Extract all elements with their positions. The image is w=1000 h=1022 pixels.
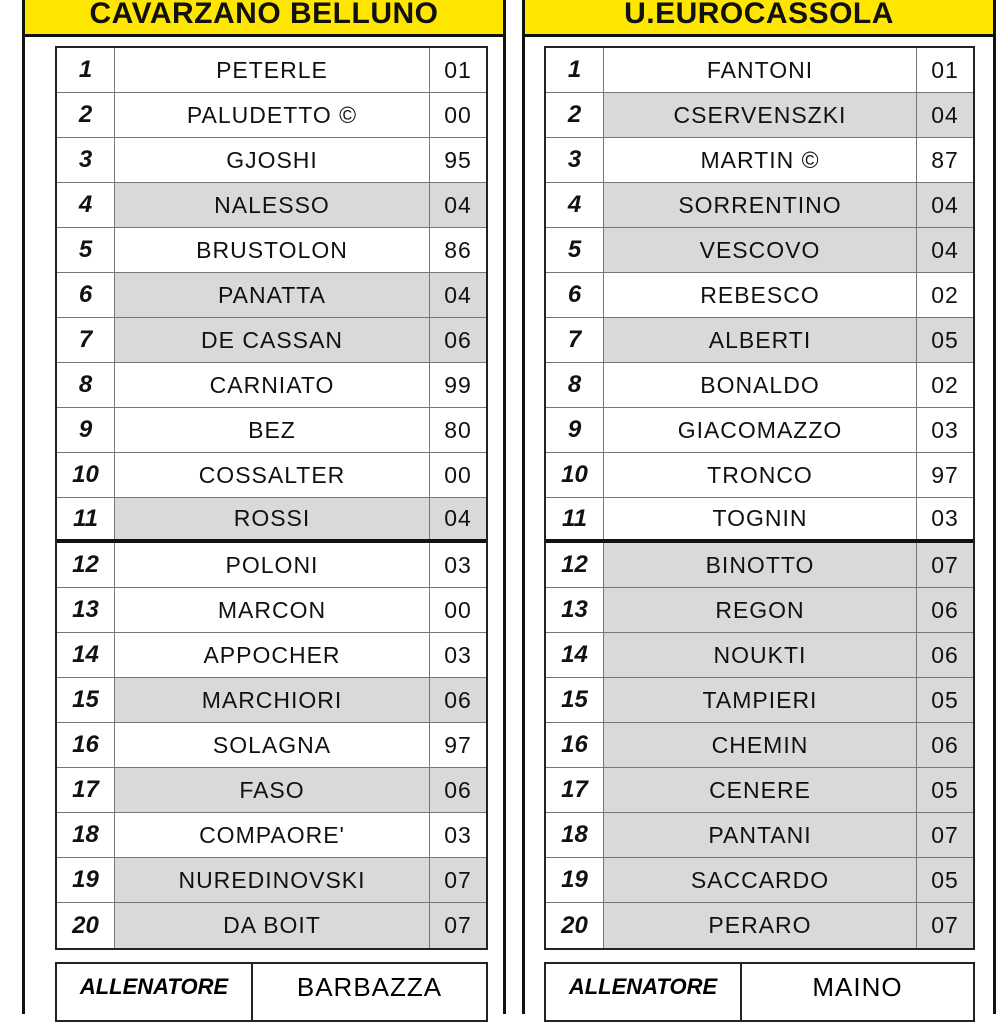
shirt-number: 15	[546, 678, 604, 722]
shirt-number: 20	[546, 903, 604, 948]
player-row	[546, 588, 973, 633]
player-name: MARCHIORI	[115, 678, 430, 722]
player-row	[57, 633, 486, 678]
shirt-number: 16	[57, 723, 115, 767]
player-name: REBESCO	[604, 273, 917, 317]
shirt-number: 11	[57, 498, 115, 539]
birth-year: 06	[917, 723, 973, 767]
shirt-number: 2	[546, 93, 604, 137]
player-row	[546, 138, 973, 183]
shirt-number: 17	[546, 768, 604, 812]
birth-year: 87	[931, 146, 959, 173]
player-row	[546, 498, 973, 543]
birth-year: 04	[917, 183, 973, 227]
birth-year: 80	[444, 416, 472, 443]
shirt-number: 1	[546, 48, 604, 92]
player-name: TAMPIERI	[604, 678, 917, 722]
player-name: CSERVENSZKI	[604, 93, 917, 137]
player-name: ROSSI	[115, 498, 430, 539]
player-name: TOGNIN	[604, 498, 917, 539]
birth-year: 03	[931, 416, 959, 443]
shirt-number: 14	[546, 633, 604, 677]
player-row	[546, 93, 973, 138]
shirt-number: 1	[57, 48, 115, 92]
birth-year: 04	[430, 183, 486, 227]
birth-year: 97	[931, 461, 959, 488]
player-row	[57, 183, 486, 228]
player-row	[57, 543, 486, 588]
birth-year: 04	[430, 498, 486, 539]
player-row	[546, 858, 973, 903]
player-name: ALBERTI	[604, 318, 917, 362]
birth-year: 04	[917, 228, 973, 272]
player-name: TRONCO	[604, 453, 917, 497]
player-row	[57, 48, 486, 93]
team-name: CAVARZANO BELLUNO	[25, 0, 503, 37]
player-row	[57, 228, 486, 273]
player-name: GJOSHI	[115, 138, 430, 182]
shirt-number: 19	[57, 858, 115, 902]
birth-year: 06	[917, 633, 973, 677]
birth-year: 03	[444, 551, 472, 578]
player-name: PALUDETTO ©	[115, 93, 430, 137]
birth-year: 05	[917, 318, 973, 362]
player-name: CARNIATO	[115, 363, 430, 407]
player-row	[546, 363, 973, 408]
birth-year: 95	[444, 146, 472, 173]
player-row	[546, 543, 973, 588]
birth-year: 86	[444, 236, 472, 263]
player-row	[546, 813, 973, 858]
player-row	[57, 678, 486, 723]
shirt-number: 5	[546, 228, 604, 272]
player-row	[546, 408, 973, 453]
birth-year: 05	[917, 858, 973, 902]
shirt-number: 4	[546, 183, 604, 227]
player-row	[546, 453, 973, 498]
player-row	[546, 768, 973, 813]
shirt-number: 10	[57, 453, 115, 497]
birth-year: 00	[444, 101, 472, 128]
shirt-number: 11	[546, 498, 604, 539]
player-row	[57, 588, 486, 633]
player-name: FASO	[115, 768, 430, 812]
birth-year: 07	[430, 858, 486, 902]
player-name: FANTONI	[604, 48, 917, 92]
birth-year: 07	[917, 903, 973, 948]
player-name: GIACOMAZZO	[604, 408, 917, 452]
birth-year: 99	[444, 371, 472, 398]
shirt-number: 6	[546, 273, 604, 317]
player-name: MARTIN ©	[604, 138, 917, 182]
shirt-number: 5	[57, 228, 115, 272]
player-name: BONALDO	[604, 363, 917, 407]
birth-year: 02	[931, 371, 959, 398]
shirt-number: 9	[57, 408, 115, 452]
shirt-number: 13	[57, 588, 115, 632]
roster-table	[55, 46, 488, 950]
birth-year: 06	[430, 318, 486, 362]
shirt-number: 12	[57, 543, 115, 587]
shirt-number: 14	[57, 633, 115, 677]
player-name: APPOCHER	[115, 633, 430, 677]
shirt-number: 7	[57, 318, 115, 362]
player-row	[546, 228, 973, 273]
player-name: REGON	[604, 588, 917, 632]
player-name: CHEMIN	[604, 723, 917, 767]
shirt-number: 19	[546, 858, 604, 902]
birth-year: 04	[430, 273, 486, 317]
birth-year: 02	[931, 281, 959, 308]
player-row	[57, 453, 486, 498]
birth-year: 01	[444, 56, 472, 83]
shirt-number: 7	[546, 318, 604, 362]
player-row	[546, 678, 973, 723]
player-row	[57, 93, 486, 138]
birth-year: 97	[444, 731, 472, 758]
team-panel-away	[522, 0, 996, 1014]
player-name: SACCARDO	[604, 858, 917, 902]
birth-year: 05	[917, 678, 973, 722]
birth-year: 06	[917, 588, 973, 632]
player-name: BRUSTOLON	[115, 228, 430, 272]
birth-year: 03	[444, 821, 472, 848]
coach-label: ALLENATORE	[57, 964, 253, 1020]
player-row	[546, 903, 973, 948]
shirt-number: 2	[57, 93, 115, 137]
player-name: PERARO	[604, 903, 917, 948]
player-row	[57, 138, 486, 183]
birth-year: 04	[917, 93, 973, 137]
player-name: MARCON	[115, 588, 430, 632]
shirt-number: 4	[57, 183, 115, 227]
shirt-number: 16	[546, 723, 604, 767]
player-row	[57, 813, 486, 858]
player-row	[546, 318, 973, 363]
player-row	[546, 48, 973, 93]
birth-year: 00	[444, 461, 472, 488]
birth-year: 01	[931, 56, 959, 83]
player-name: COMPAORE'	[115, 813, 430, 857]
player-row	[57, 273, 486, 318]
shirt-number: 15	[57, 678, 115, 722]
player-row	[546, 633, 973, 678]
birth-year: 03	[444, 641, 472, 668]
player-row	[546, 183, 973, 228]
player-name: SORRENTINO	[604, 183, 917, 227]
shirt-number: 17	[57, 768, 115, 812]
birth-year: 07	[430, 903, 486, 948]
shirt-number: 3	[546, 138, 604, 182]
shirt-number: 20	[57, 903, 115, 948]
birth-year: 06	[430, 768, 486, 812]
birth-year: 07	[917, 543, 973, 587]
player-name: BEZ	[115, 408, 430, 452]
birth-year: 07	[917, 813, 973, 857]
player-name: PANATTA	[115, 273, 430, 317]
player-name: PANTANI	[604, 813, 917, 857]
player-row	[57, 858, 486, 903]
shirt-number: 13	[546, 588, 604, 632]
team-panel-home	[22, 0, 506, 1014]
coach-row	[544, 962, 975, 1022]
shirt-number: 10	[546, 453, 604, 497]
team-name: U.EUROCASSOLA	[525, 0, 993, 37]
player-name: NALESSO	[115, 183, 430, 227]
player-name: PETERLE	[115, 48, 430, 92]
birth-year: 05	[917, 768, 973, 812]
player-row	[57, 408, 486, 453]
roster-table	[544, 46, 975, 950]
player-name: SOLAGNA	[115, 723, 430, 767]
player-row	[57, 723, 486, 768]
shirt-number: 8	[546, 363, 604, 407]
player-row	[57, 903, 486, 948]
player-name: COSSALTER	[115, 453, 430, 497]
player-name: DA BOIT	[115, 903, 430, 948]
birth-year: 06	[430, 678, 486, 722]
shirt-number: 6	[57, 273, 115, 317]
player-name: BINOTTO	[604, 543, 917, 587]
player-row	[57, 768, 486, 813]
player-row	[57, 498, 486, 543]
birth-year: 00	[444, 596, 472, 623]
player-name: VESCOVO	[604, 228, 917, 272]
coach-name: MAINO	[812, 972, 903, 1002]
shirt-number: 12	[546, 543, 604, 587]
coach-row	[55, 962, 488, 1022]
shirt-number: 3	[57, 138, 115, 182]
player-name: CENERE	[604, 768, 917, 812]
shirt-number: 18	[57, 813, 115, 857]
player-row	[57, 318, 486, 363]
shirt-number: 18	[546, 813, 604, 857]
shirt-number: 8	[57, 363, 115, 407]
player-row	[546, 273, 973, 318]
coach-name: BARBAZZA	[296, 972, 443, 1002]
coach-label: ALLENATORE	[546, 964, 742, 1020]
shirt-number: 9	[546, 408, 604, 452]
player-name: POLONI	[115, 543, 430, 587]
player-row	[57, 363, 486, 408]
player-name: NUREDINOVSKI	[115, 858, 430, 902]
player-row	[546, 723, 973, 768]
player-name: NOUKTI	[604, 633, 917, 677]
birth-year: 03	[931, 505, 959, 531]
player-name: DE CASSAN	[115, 318, 430, 362]
